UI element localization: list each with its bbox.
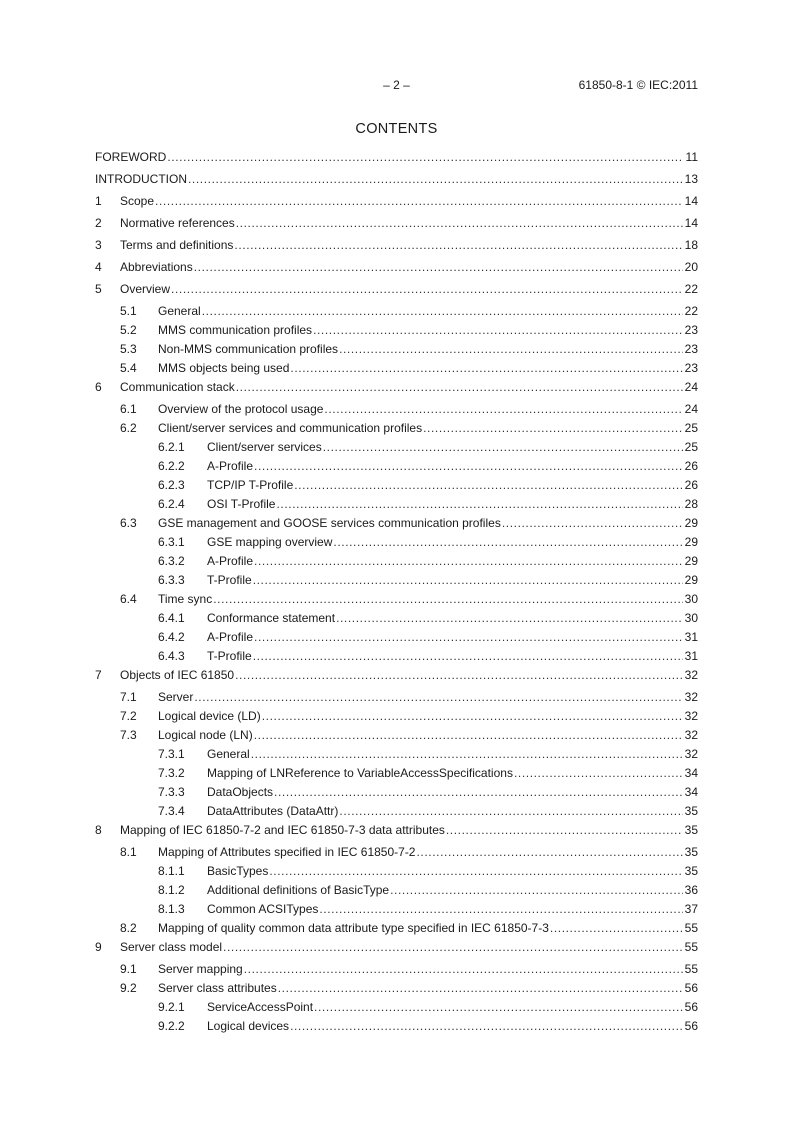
toc-entry-number: 6.4.3 [158,649,185,663]
toc-entry-title: Additional definitions of BasicType [207,883,390,897]
toc-entry[interactable] [95,514,698,533]
toc-entry-number: 7 [95,668,102,682]
toc-entry-title: Server [158,690,194,704]
toc-entry-title: OSI T-Profile [207,497,276,511]
toc-entry-title: Mapping of Attributes specified in IEC 61850-7-2 [158,845,416,859]
toc-entry-number: 8.1.3 [158,902,185,916]
toc-entry-title: GSE mapping overview [207,535,333,549]
toc-entry-page: 13 [684,172,698,186]
page-header [95,78,698,94]
toc-entry[interactable] [95,552,698,571]
toc-entry[interactable] [95,881,698,900]
page-title: CONTENTS [355,121,438,137]
toc-entry-number: 1 [95,194,102,208]
dot-leader [251,745,683,764]
toc-entry-number: 5 [95,282,102,296]
toc-entry-number: 5.1 [120,304,137,318]
toc-entry-page: 34 [684,785,698,799]
toc-entry-number: 6.4.1 [158,611,185,625]
toc-entry[interactable] [95,302,698,321]
dot-leader [262,707,683,726]
dot-leader [194,258,683,277]
dot-leader [236,378,683,397]
toc-entry[interactable] [95,960,698,979]
toc-entry-title: Conformance statement [207,611,336,625]
dot-leader [274,783,683,802]
toc-entry-title: Abbreviations [120,260,193,274]
toc-entry-page: 35 [684,804,698,818]
dot-leader [188,170,683,189]
toc-entry[interactable] [95,919,698,938]
dot-leader [502,514,683,533]
toc-entry-page: 35 [684,823,698,837]
toc-entry[interactable] [95,258,698,280]
toc-entry-number: 7.3 [120,728,137,742]
toc-entry-page: 32 [684,747,698,761]
toc-entry-title: A-Profile [207,459,254,473]
toc-entry-title: BasicTypes [207,864,269,878]
toc-entry[interactable] [95,321,698,340]
toc-entry-number: 6.3.3 [158,573,185,587]
toc-entry-page: 26 [684,478,698,492]
toc-entry-title: T-Profile [207,573,252,587]
toc-entry[interactable] [95,628,698,647]
toc-entry-title: Logical device (LD) [158,709,261,723]
toc-entry-title: Normative references [120,216,235,230]
toc-entry-title: Scope [120,194,155,208]
toc-entry-page: 11 [685,150,698,164]
toc-entry-page: 32 [684,668,698,682]
toc-entry-number: 6.4 [120,592,137,606]
toc-entry-title: Mapping of IEC 61850-7-2 and IEC 61850-7-3 data attributes [120,823,445,837]
toc-entry-title: A-Profile [207,630,254,644]
toc-entry-title: Common ACSITypes [207,902,319,916]
toc-entry-title: GSE management and GOOSE services communication profiles [158,516,501,530]
toc-entry[interactable] [95,214,698,236]
toc-entry-number: 6.2 [120,421,137,435]
toc-entry-number: 9.2.1 [158,1000,185,1014]
toc-entry-page: 14 [684,194,698,208]
toc-entry-title: A-Profile [207,554,254,568]
dot-leader [223,938,683,957]
toc-entry-page: 55 [684,940,698,954]
toc-entry-page: 20 [684,260,698,274]
toc-entry-page: 31 [684,630,698,644]
toc-entry-number: 9.2.2 [158,1019,185,1033]
toc-entry-number: 8.1.2 [158,883,185,897]
toc-entry-page: 14 [684,216,698,230]
dot-leader [254,552,683,571]
toc-entry-page: 35 [684,845,698,859]
toc-entry[interactable] [95,438,698,457]
toc-entry[interactable] [95,979,698,998]
toc-entry-number: 6.2.3 [158,478,185,492]
dot-leader [254,628,683,647]
toc-entry-number: 8.1.1 [158,864,185,878]
toc-entry-page: 18 [684,238,698,252]
toc-entry[interactable] [95,821,698,843]
toc-entry-page: 22 [684,282,698,296]
toc-entry-title: INTRODUCTION [95,172,187,186]
toc-entry-number: 8.2 [120,921,137,935]
toc-entry-page: 25 [684,421,698,435]
toc-entry-page: 23 [684,342,698,356]
toc-entry-title: MMS communication profiles [158,323,313,337]
toc-entry[interactable] [95,647,698,666]
dot-leader [314,998,683,1017]
toc-entry-title: Client/server services and communication profiles [158,421,423,435]
toc-entry-page: 29 [684,554,698,568]
toc-entry[interactable] [95,745,698,764]
dot-leader [253,647,683,666]
dot-leader [155,192,683,211]
dot-leader [290,359,683,378]
toc-entry[interactable] [95,900,698,919]
toc-entry-title: Terms and definitions [120,238,234,252]
toc-entry[interactable] [95,590,698,609]
toc-entry[interactable] [95,148,698,170]
dot-leader [213,590,683,609]
toc-entry-number: 7.3.1 [158,747,185,761]
toc-entry-number: 2 [95,216,102,230]
toc-entry-title: Server class attributes [158,981,277,995]
toc-entry-title: General [207,747,250,761]
toc-entry-number: 8 [95,823,102,837]
toc-entry-title: DataObjects [207,785,274,799]
toc-entry-number: 5.2 [120,323,137,337]
toc-entry-page: 55 [684,921,698,935]
toc-entry-page: 37 [684,902,698,916]
toc-entry-number: 7.3.3 [158,785,185,799]
toc-entry-number: 4 [95,260,102,274]
toc-entry-number: 8.1 [120,845,137,859]
dot-leader [171,280,683,299]
document-id: 61850-8-1 © IEC:2011 [578,78,698,92]
dot-leader [313,321,683,340]
toc-entry-title: Client/server services [207,440,322,454]
toc-entry[interactable] [95,400,698,419]
toc-entry-title: ServiceAccessPoint [207,1000,314,1014]
toc-entry-number: 6.2.4 [158,497,185,511]
toc-entry-number: 9.2 [120,981,137,995]
toc-entry-number: 6 [95,380,102,394]
toc-entry-page: 26 [684,459,698,473]
toc-entry-number: 9.1 [120,962,137,976]
toc-entry-title: DataAttributes (DataAttr) [207,804,339,818]
toc-entry-title: TCP/IP T-Profile [207,478,294,492]
toc-entry[interactable] [95,457,698,476]
toc-entry-title: Logical node (LN) [158,728,253,742]
toc-entry-title: General [158,304,201,318]
toc-entry-number: 3 [95,238,102,252]
toc-entry-title: Overview of the protocol usage [158,402,324,416]
toc-entry-page: 35 [684,864,698,878]
toc-entry[interactable] [95,688,698,707]
toc-entry-page: 55 [684,962,698,976]
toc-entry-page: 25 [684,440,698,454]
dot-leader [550,919,683,938]
toc-entry-page: 32 [684,728,698,742]
toc-entry-number: 7.2 [120,709,137,723]
dot-leader [194,688,683,707]
toc-entry-title: Time sync [158,592,213,606]
toc-entry-number: 6.2.2 [158,459,185,473]
dot-leader [269,862,683,881]
toc-entry-title: Server class model [120,940,223,954]
table-of-contents [95,148,698,1036]
toc-entry-number: 6.2.1 [158,440,185,454]
dot-leader [390,881,683,900]
toc-entry[interactable] [95,476,698,495]
toc-entry-page: 56 [684,1019,698,1033]
dot-leader [254,726,683,745]
toc-entry-title: Mapping of quality common data attribute type specified in IEC 61850-7-3 [158,921,549,935]
toc-entry[interactable] [95,378,698,400]
toc-entry-title: Logical devices [207,1019,290,1033]
dot-leader [416,843,683,862]
dot-leader [276,495,683,514]
toc-entry[interactable] [95,236,698,258]
toc-entry[interactable] [95,495,698,514]
dot-leader [339,802,683,821]
dot-leader [202,302,683,321]
toc-entry-title: Objects of IEC 61850 [120,668,235,682]
toc-entry-number: 5.3 [120,342,137,356]
toc-entry-page: 24 [684,380,698,394]
toc-entry[interactable] [95,666,698,688]
page-number: – 2 – [383,78,410,92]
toc-entry-number: 9 [95,940,102,954]
dot-leader [446,821,683,840]
dot-leader [323,438,683,457]
toc-entry-title: Communication stack [120,380,235,394]
toc-entry-page: 56 [684,1000,698,1014]
dot-leader [294,476,683,495]
toc-entry-title: Overview [120,282,171,296]
toc-entry-page: 23 [684,361,698,375]
toc-entry-page: 32 [684,690,698,704]
toc-entry-number: 5.4 [120,361,137,375]
dot-leader [278,979,683,998]
toc-entry-title: MMS objects being used [158,361,290,375]
toc-entry-page: 29 [684,535,698,549]
dot-leader [336,609,683,628]
toc-entry[interactable] [95,192,698,214]
toc-entry-page: 30 [684,592,698,606]
toc-entry[interactable] [95,783,698,802]
dot-leader [324,400,683,419]
dot-leader [423,419,683,438]
toc-entry[interactable] [95,571,698,590]
toc-entry-page: 31 [684,649,698,663]
toc-entry[interactable] [95,359,698,378]
dot-leader [339,340,683,359]
dot-leader [244,960,683,979]
dot-leader [319,900,683,919]
toc-entry-number: 7.3.4 [158,804,185,818]
toc-entry[interactable] [95,340,698,359]
toc-entry-number: 6.3.1 [158,535,185,549]
toc-entry-page: 22 [684,304,698,318]
toc-entry-page: 34 [684,766,698,780]
toc-entry-number: 6.3.2 [158,554,185,568]
toc-entry-title: T-Profile [207,649,252,663]
toc-entry[interactable] [95,609,698,628]
toc-entry-number: 7.1 [120,690,137,704]
toc-entry-number: 7.3.2 [158,766,185,780]
dot-leader [254,457,683,476]
toc-entry-page: 29 [684,516,698,530]
dot-leader [235,666,683,685]
dot-leader [514,764,683,783]
toc-entry-title: Non-MMS communication profiles [158,342,339,356]
toc-entry-title: FOREWORD [95,150,167,164]
dot-leader [236,214,683,233]
toc-entry-number: 6.1 [120,402,137,416]
toc-entry-page: 28 [684,497,698,511]
toc-entry-page: 30 [684,611,698,625]
toc-entry[interactable] [95,726,698,745]
toc-entry[interactable] [95,802,698,821]
toc-entry[interactable] [95,533,698,552]
toc-entry-page: 23 [684,323,698,337]
toc-entry[interactable] [95,764,698,783]
toc-entry-page: 36 [684,883,698,897]
toc-entry[interactable] [95,1017,698,1036]
toc-entry-page: 32 [684,709,698,723]
toc-entry-title: Server mapping [158,962,243,976]
toc-entry-page: 56 [684,981,698,995]
toc-entry-page: 29 [684,573,698,587]
toc-entry-number: 6.3 [120,516,137,530]
toc-entry[interactable] [95,938,698,960]
toc-entry[interactable] [95,280,698,302]
dot-leader [333,533,683,552]
dot-leader [234,236,683,255]
dot-leader [253,571,683,590]
toc-entry-title: Mapping of LNReference to VariableAccessSpecifications [207,766,513,780]
toc-entry[interactable] [95,170,698,192]
dot-leader [167,148,683,167]
toc-entry[interactable] [95,707,698,726]
toc-entry[interactable] [95,419,698,438]
toc-entry[interactable] [95,998,698,1017]
toc-entry[interactable] [95,843,698,862]
toc-entry-page: 24 [684,402,698,416]
dot-leader [290,1017,683,1036]
toc-entry[interactable] [95,862,698,881]
toc-entry-number: 6.4.2 [158,630,185,644]
